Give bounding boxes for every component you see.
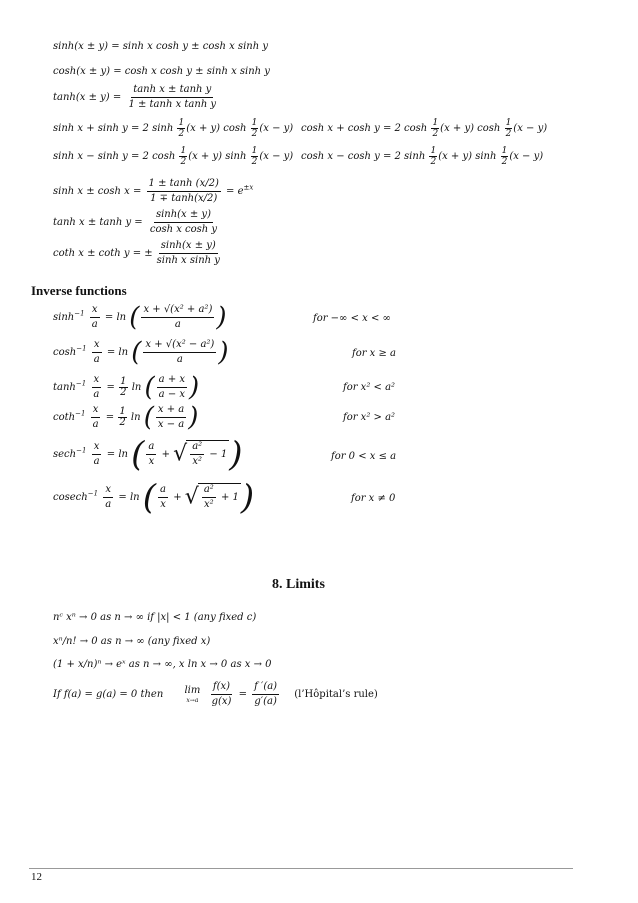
- f-prime-of-a: f ′(a): [252, 681, 279, 695]
- x-over-a-den: a: [93, 389, 100, 400]
- plus: +: [161, 449, 170, 460]
- half-num: 1: [501, 146, 508, 156]
- identity-cosh-sum: cosh(x ± y) = cosh x cosh y ± sinh x sinh y: [53, 66, 270, 77]
- x-squared: x²: [192, 456, 202, 467]
- equals: =: [238, 689, 247, 700]
- inverse-coth-condition: for x² > a²: [343, 412, 396, 423]
- inverse-tanh-denominator: a − x: [158, 389, 186, 400]
- cosh-plus-cosh-part1: cosh x + cosh y = 2 cosh: [301, 123, 428, 134]
- half-num: 1: [251, 146, 258, 156]
- sinh-pm-cosh-exponent: ±x: [243, 183, 254, 192]
- half-den: 2: [505, 129, 512, 139]
- equals: =: [106, 382, 115, 393]
- a-over-x-num: a: [146, 441, 156, 455]
- identity-tanh-pm-tanh: [53, 209, 221, 236]
- sinh-minus-sinh-part2: (x + y) sinh: [188, 151, 247, 162]
- x-over-a-num: x: [92, 441, 102, 455]
- a-squared: a²: [202, 484, 216, 498]
- equals-ln: = ln: [106, 347, 129, 358]
- equals-ln: = ln: [106, 449, 128, 460]
- tanh-pm-tanh-denominator: cosh x cosh y: [149, 224, 218, 235]
- identity-sinh-sum: sinh(x ± y) = sinh x cosh y ± cosh x sinh y: [53, 41, 268, 52]
- inverse-tanh-fn: tanh: [53, 382, 76, 393]
- identity-sinh-minus-sinh: [53, 146, 293, 167]
- a-over-x-den: x: [160, 499, 166, 510]
- page-number: 12: [31, 871, 42, 883]
- tanh-sum-numerator: tanh x ± tanh y: [131, 84, 213, 98]
- half-den: 2: [430, 157, 437, 167]
- lhopital-condition: If f(a) = g(a) = 0 then: [53, 689, 164, 700]
- inverse-sech: sech$^{-1}$ $\frac{x}{a}$ = ln ( $\frac{a}{x}$ + √ $\frac{\text{a²}}{\text{x²}}$ − 1): [53, 434, 243, 475]
- half-num: 1: [251, 118, 258, 128]
- coth-pm-coth-denominator: sinh x sinh y: [156, 255, 220, 266]
- half-den: 2: [251, 129, 258, 139]
- inverse-coth-numerator: x + a: [156, 404, 186, 418]
- half-den: 2: [120, 387, 127, 398]
- inverse-cosech: cosech$^{-1}$ $\frac{x}{a}$ = ln ( $\frac{a}{x}$ + √ $\frac{\text{a²}}{\text{x²}}$ + 1): [53, 477, 255, 518]
- half-num: 1: [178, 118, 185, 128]
- lhopital-label: (l’Hôpital’s rule): [294, 689, 378, 700]
- half-den: 2: [180, 157, 187, 167]
- ln: ln: [130, 412, 141, 423]
- cosh-plus-cosh-part3: (x − y): [513, 123, 548, 134]
- inverse-tanh-sup: −1: [75, 379, 87, 388]
- g-of-x: g(x): [211, 696, 232, 707]
- half-den: 2: [501, 157, 508, 167]
- limit-line-3: (1 + x/n)ⁿ → eˣ as n → ∞, x ln x → 0 as x → 0: [53, 659, 272, 670]
- inverse-sinh-fn: sinh: [53, 312, 75, 323]
- cosh-minus-cosh-part3: (x − y): [509, 151, 544, 162]
- inverse-sinh: $\sinh^{-1}$ $\frac{x}{a}$ = ln ( $\frac{\text{x + √(x² + a²)}}{a}$ ): [53, 302, 227, 333]
- inverse-sech-tail: − 1: [209, 449, 228, 460]
- identity-sinh-plus-sinh: [53, 118, 293, 139]
- equals: =: [105, 412, 115, 423]
- a-squared: a²: [190, 441, 204, 455]
- g-prime-of-a: g′(a): [254, 696, 277, 707]
- a-over-x-den: x: [148, 456, 155, 467]
- x-over-a-num: x: [90, 304, 100, 318]
- inverse-cosh-sup: −1: [76, 344, 87, 353]
- inverse-tanh-numerator: a + x: [157, 374, 187, 388]
- coth-pm-coth-lhs: coth x ± coth y = ±: [53, 248, 153, 259]
- tanh-sum-denominator: 1 ± tanh x tanh y: [128, 99, 217, 110]
- inverse-cosech-tail: + 1: [220, 492, 239, 503]
- half-num: 1: [119, 406, 126, 417]
- half-den: 2: [432, 129, 439, 139]
- sinh-plus-sinh-part1: sinh x + sinh y = 2 sinh: [53, 123, 174, 134]
- x-over-a-num: x: [92, 339, 102, 353]
- half-den: 2: [119, 417, 126, 428]
- inverse-coth-sup: −1: [75, 409, 86, 418]
- x-over-a-num: x: [103, 484, 113, 498]
- sinh-plus-sinh-part3: (x − y): [259, 123, 294, 134]
- x-over-a-num: x: [92, 374, 102, 388]
- inverse-coth: coth$^{-1}$ $\frac{x}{a}$ = $\frac{1}{2}$ ln ( $\frac{x + a}{x - a}$ ): [53, 402, 199, 433]
- x-over-a-num: x: [91, 404, 101, 418]
- inverse-cosh-condition: for x ≥ a: [352, 348, 397, 359]
- inverse-coth-fn: coth: [53, 412, 76, 423]
- coth-pm-coth-numerator: sinh(x ± y): [159, 240, 218, 254]
- identity-cosh-minus-cosh: [301, 146, 543, 167]
- limit-line-1: nᶜ xⁿ → 0 as n → ∞ if |x| < 1 (any fixed c): [53, 612, 257, 623]
- inverse-cosh: $\cosh^{-1}$ $\frac{x}{a}$ = ln ( $\frac{\text{x + √(x² − a²)}}{a}$ ): [53, 337, 229, 368]
- inverse-sech-condition: for 0 < x ≤ a: [331, 451, 397, 462]
- inverse-sinh-numerator: x + √(x² + a²): [141, 304, 214, 318]
- inverse-sech-fn: sech: [53, 449, 77, 460]
- half-num: 1: [430, 146, 437, 156]
- x-over-a-den: a: [92, 419, 99, 430]
- x-over-a-den: a: [91, 319, 98, 330]
- sinh-pm-cosh-lhs: sinh x ± cosh x =: [53, 186, 142, 197]
- inverse-cosh-numerator: x + √(x² − a²): [143, 339, 216, 353]
- cosh-minus-cosh-part1: cosh x − cosh y = 2 sinh: [301, 151, 426, 162]
- sinh-pm-cosh-rhs: = e: [226, 186, 244, 197]
- identity-cosh-plus-cosh: [301, 118, 547, 139]
- identity-coth-pm-coth: [53, 240, 224, 267]
- inverse-cosech-fn: cosech: [53, 492, 88, 503]
- inverse-cosech-condition: for x ≠ 0: [351, 493, 396, 504]
- lim-subscript: x→a: [186, 697, 199, 704]
- tanh-sum-lhs: tanh(x ± y) =: [53, 92, 122, 103]
- inverse-functions-heading: Inverse functions: [31, 283, 127, 298]
- equals-ln: = ln: [118, 492, 140, 503]
- identity-sinh-pm-cosh: [53, 178, 253, 205]
- lim-operator: lim: [184, 685, 201, 696]
- inverse-sinh-condition: for −∞ < x < ∞: [313, 313, 391, 324]
- half-num: 1: [120, 376, 127, 387]
- inverse-sinh-denominator: a: [174, 319, 181, 330]
- lhopital-rule: [53, 681, 378, 708]
- equals-ln: = ln: [104, 312, 127, 323]
- tanh-pm-tanh-lhs: tanh x ± tanh y =: [53, 217, 143, 228]
- ln: ln: [131, 382, 142, 393]
- f-of-x: f(x): [211, 681, 232, 695]
- inverse-cosh-denominator: a: [176, 354, 183, 365]
- identity-tanh-sum: [53, 84, 220, 111]
- plus: +: [173, 492, 182, 503]
- half-num: 1: [432, 118, 439, 128]
- x-squared: x²: [203, 499, 214, 510]
- x-over-a-den: a: [93, 354, 100, 365]
- half-num: 1: [180, 146, 187, 156]
- a-over-x-num: a: [158, 484, 168, 498]
- cosh-plus-cosh-part2: (x + y) cosh: [440, 123, 501, 134]
- limits-heading: 8. Limits: [272, 577, 325, 592]
- inverse-sinh-sup: −1: [74, 309, 85, 318]
- cosh-minus-cosh-part2: (x + y) sinh: [438, 151, 497, 162]
- half-num: 1: [505, 118, 512, 128]
- inverse-tanh: $\tanh^{-1}$ $\frac{x}{a}$ = $\frac{1}{2}$ ln ( $\frac{a + x}{a - x}$ ): [53, 372, 200, 403]
- inverse-tanh-condition: for x² < a²: [343, 382, 396, 393]
- inverse-cosech-sup: −1: [87, 489, 99, 498]
- half-den: 2: [178, 129, 185, 139]
- sinh-pm-cosh-numerator: 1 ± tanh (x/2): [147, 178, 221, 192]
- sinh-minus-sinh-part1: sinh x − sinh y = 2 cosh: [53, 151, 176, 162]
- half-den: 2: [251, 157, 258, 167]
- inverse-sech-sup: −1: [76, 446, 87, 455]
- limit-line-2: xⁿ/n! → 0 as n → ∞ (any fixed x): [53, 636, 211, 647]
- inverse-cosh-fn: cosh: [53, 347, 77, 358]
- sinh-plus-sinh-part2: (x + y) cosh: [186, 123, 247, 134]
- footer-rule: [29, 868, 573, 869]
- x-over-a-den: a: [93, 456, 100, 467]
- sinh-minus-sinh-part3: (x − y): [259, 151, 294, 162]
- sinh-pm-cosh-denominator: 1 ∓ tanh(x/2): [150, 193, 218, 204]
- tanh-pm-tanh-numerator: sinh(x ± y): [154, 209, 213, 223]
- x-over-a-den: a: [105, 499, 112, 510]
- inverse-coth-denominator: x − a: [157, 419, 185, 430]
